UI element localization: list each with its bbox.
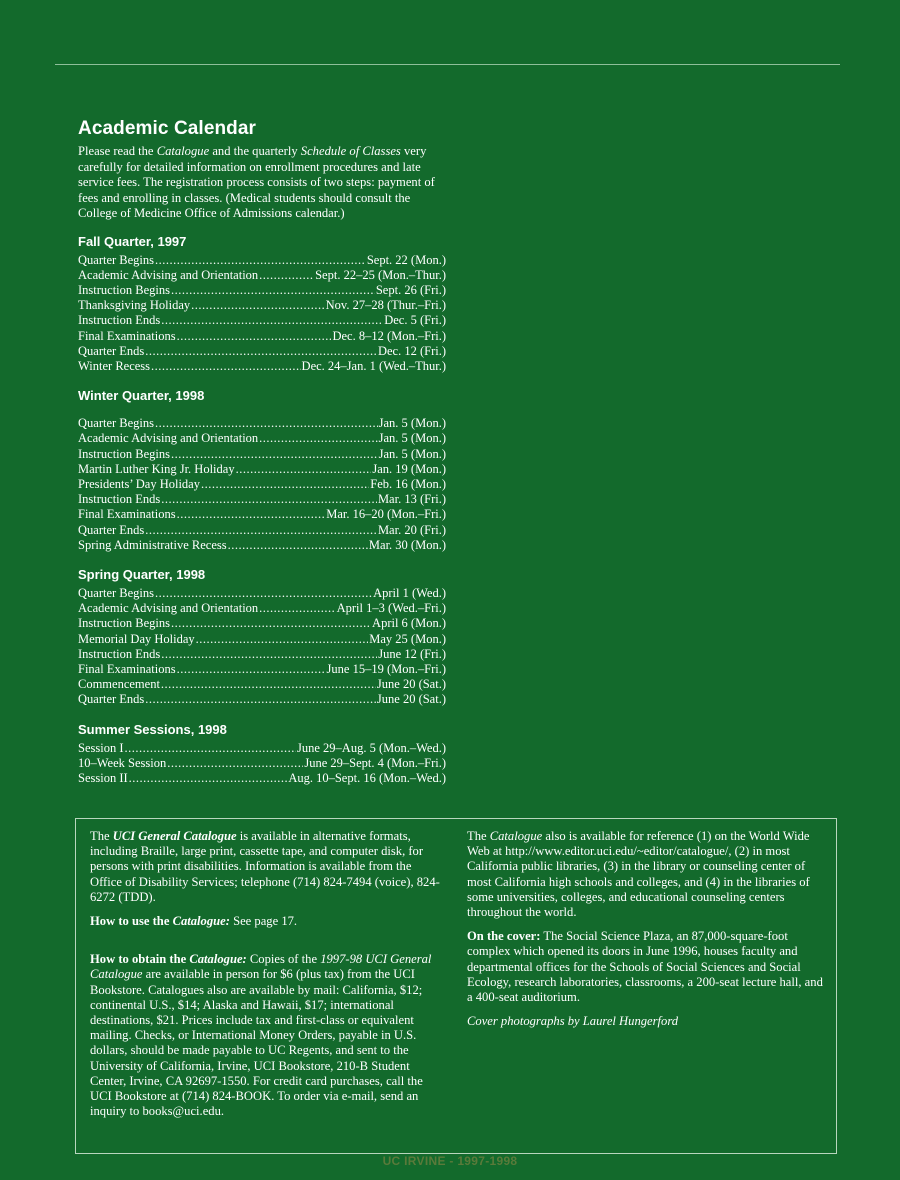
calendar-row (78, 677, 446, 692)
text-run: very carefully for detailed information on enrollment procedures and late service fees. The registration process consists of two steps: payment of fees and enrolling in classes. (Medical students should consult the College of Medicine Office of Admissions calendar.) (78, 144, 435, 220)
event-label: Memorial Day Holiday (78, 631, 195, 646)
dot-leader (167, 756, 303, 771)
dot-leader (125, 741, 297, 756)
event-date: Mar. 16–20 (Mon.–Fri.) (326, 507, 446, 522)
dot-leader (161, 492, 377, 507)
calendar-row (78, 329, 446, 344)
dot-leader (259, 431, 377, 446)
text-run: and the quarterly (209, 144, 301, 158)
calendar-row (78, 523, 446, 538)
event-date: Sept. 22 (Mon.) (366, 252, 446, 267)
event-label: Instruction Ends (78, 646, 161, 661)
info-column-left (90, 829, 445, 1128)
event-label: Academic Advising and Orientation (78, 601, 259, 616)
calendar-row (78, 662, 446, 677)
event-date: June 20 (Sat.) (376, 692, 446, 707)
event-date: Jan. 5 (Mon.) (378, 446, 446, 461)
dot-leader (177, 662, 326, 677)
info-paragraph (90, 952, 445, 1119)
event-label: Quarter Ends (78, 522, 145, 537)
page-title: Academic Calendar (78, 118, 257, 139)
dot-leader (177, 329, 332, 344)
event-date: Sept. 26 (Fri.) (375, 282, 446, 297)
text-run: See page 17. (229, 914, 298, 929)
footer-text: UC IRVINE - 1997-1998 (382, 1154, 518, 1168)
text-run: Please read the (78, 144, 157, 158)
event-date: June 12 (Fri.) (378, 646, 446, 661)
calendar-row (78, 692, 446, 707)
event-date: April 6 (Mon.) (372, 616, 446, 631)
event-label: Winter Recess (78, 358, 151, 373)
text-run: are available in person for $6 (plus tax) from the UCI Bookstore. Catalogues also are available by mail: California, $12; continental U.S., $14; Alaska and Hawaii, $17; international destinations, $21. Prices include tax and first-class or equivalent mailing. Checks, or International Money Orders, payable in U.S. dollars, should be made payable to UC Regents, and sent to the University of California, Irvine, UCI Bookstore, 210-B Student Center, Irvine, CA 92697-1550. For credit card purchases, call the UCI Bookstore at (714) 824-BOOK. To order via e-mail, send an inquiry to books@uci.edu. (90, 967, 423, 1119)
term-summer (78, 722, 446, 787)
top-rule (55, 64, 840, 65)
dot-leader (129, 771, 288, 786)
calendar-row (78, 344, 446, 359)
event-date: Aug. 10–Sept. 16 (Mon.–Wed.) (288, 770, 446, 785)
event-date: Sept. 22–25 (Mon.–Thur.) (315, 267, 446, 282)
event-label: Final Examinations (78, 661, 176, 676)
text-run: also is available for reference (1) on the World Wide Web at http://www.editor.uci.edu/~editor/catalogue/, (2) in most California public libraries, (3) in the library or counseling center of most California high schools and colleges, and (4) in the libraries of some universities, colleges, and educational counseling centers throughout the world. (467, 829, 810, 920)
info-paragraph (90, 914, 445, 929)
dot-leader (236, 462, 372, 477)
event-label: Presidents’ Day Holiday (78, 476, 200, 491)
calendar-row (78, 647, 446, 662)
dot-leader (171, 283, 375, 298)
event-label: Quarter Begins (78, 252, 155, 267)
event-label: Session I (78, 740, 124, 755)
intro-paragraph (78, 144, 446, 222)
dot-leader (228, 538, 368, 553)
calendar-row (78, 416, 446, 431)
text-run: Schedule of Classes (300, 144, 401, 158)
text-run: The Social Science Plaza, an 87,000-square-foot complex which opened its doors in June 1996, houses faculty and departmental offices for the Schools of Social Sciences and Social Ecology, research laboratories, classrooms, a 200-seat lecture hall, and a 400-seat auditorium. (467, 929, 823, 1005)
info-paragraph (467, 1014, 827, 1029)
event-label: Quarter Begins (78, 416, 155, 431)
calendar-row (78, 756, 446, 771)
event-label: Instruction Ends (78, 313, 161, 328)
event-label: Academic Advising and Orientation (78, 267, 259, 282)
text-run: On the cover: (467, 929, 541, 944)
event-date: Jan. 19 (Mon.) (372, 461, 446, 476)
dot-leader (171, 447, 378, 462)
calendar-row (78, 507, 446, 522)
text-run: Catalogue (489, 829, 543, 843)
event-date: Jan. 5 (Mon.) (378, 416, 446, 431)
spacer (90, 938, 445, 952)
dot-leader (155, 416, 378, 431)
text-run: How to obtain the (90, 952, 190, 967)
text-run: Cover photographs by Laurel Hungerford (467, 1014, 679, 1029)
dot-leader (155, 586, 372, 601)
dot-leader (145, 692, 376, 707)
dot-leader (259, 601, 335, 616)
event-label: Quarter Ends (78, 692, 145, 707)
event-date: Nov. 27–28 (Thur.–Fri.) (325, 298, 446, 313)
term-title: Summer Sessions, 1998 (78, 721, 227, 737)
event-label: Academic Advising and Orientation (78, 431, 259, 446)
text-run: The (467, 829, 490, 843)
event-date: Dec. 8–12 (Mon.–Fri.) (332, 328, 446, 343)
event-date: April 1–3 (Wed.–Fri.) (336, 601, 446, 616)
event-label: Spring Administrative Recess (78, 537, 227, 552)
text-run: Catalogue: (172, 914, 230, 929)
calendar-row (78, 771, 446, 786)
event-date: Mar. 30 (Mon.) (368, 537, 446, 552)
event-date: June 20 (Sat.) (376, 677, 446, 692)
text-run: How to use the (90, 914, 173, 929)
event-label: Instruction Begins (78, 446, 171, 461)
info-column-right (467, 829, 827, 1038)
event-label: Final Examinations (78, 328, 176, 343)
text-run: UCI General Catalogue (112, 829, 237, 843)
event-label: Instruction Ends (78, 492, 161, 507)
dot-leader (145, 344, 377, 359)
event-date: Feb. 16 (Mon.) (370, 476, 446, 491)
calendar-row (78, 492, 446, 507)
info-paragraph (90, 829, 445, 905)
term-winter (78, 388, 446, 553)
event-label: Session II (78, 770, 128, 785)
event-date: Dec. 5 (Fri.) (384, 313, 446, 328)
term-title: Winter Quarter, 1998 (78, 388, 205, 404)
event-label: 10–Week Session (78, 755, 167, 770)
calendar-row (78, 253, 446, 268)
event-date: June 15–19 (Mon.–Fri.) (326, 661, 446, 676)
info-paragraph (467, 929, 827, 1005)
event-label: Thanksgiving Holiday (78, 298, 191, 313)
dot-leader (161, 647, 377, 662)
info-paragraph (467, 829, 827, 920)
term-list (78, 234, 446, 787)
text-run: is available in alternative formats, including Braille, large print, cassette tape, and computer disk, for persons with print disabilities. Information is available from the Office of Disability Services; telephone (714) 824-7494 (voice), 824-6272 (TDD). (90, 829, 440, 904)
event-date: Mar. 13 (Fri.) (377, 492, 446, 507)
dot-leader (161, 677, 376, 692)
event-date: June 29–Sept. 4 (Mon.–Fri.) (304, 755, 446, 770)
event-date: Dec. 12 (Fri.) (377, 343, 446, 358)
calendar-row (78, 538, 446, 553)
text-run: Copies of the (246, 952, 321, 967)
text-run: Catalogue (156, 144, 210, 158)
event-date: Dec. 24–Jan. 1 (Wed.–Thur.) (301, 358, 446, 373)
calendar-row (78, 447, 446, 462)
event-date: May 25 (Mon.) (369, 631, 446, 646)
calendar-row (78, 313, 446, 328)
dot-leader (171, 616, 371, 631)
text-run: 1997-98 UCI General Catalogue (90, 952, 432, 982)
term-fall (78, 234, 446, 375)
event-label: Martin Luther King Jr. Holiday (78, 461, 235, 476)
calendar-row (78, 477, 446, 492)
calendar-row (78, 462, 446, 477)
dot-leader (177, 507, 326, 522)
academic-calendar (78, 118, 446, 800)
dot-leader (196, 632, 369, 647)
event-label: Final Examinations (78, 507, 176, 522)
event-date: April 1 (Wed.) (373, 585, 446, 600)
event-date: Mar. 20 (Fri.) (377, 522, 446, 537)
dot-leader (161, 313, 383, 328)
event-label: Commencement (78, 677, 160, 692)
event-label: Quarter Begins (78, 585, 155, 600)
term-title: Fall Quarter, 1997 (78, 233, 187, 249)
event-date: Jan. 5 (Mon.) (378, 431, 446, 446)
calendar-row (78, 268, 446, 283)
event-label: Instruction Begins (78, 282, 171, 297)
event-label: Instruction Begins (78, 616, 171, 631)
calendar-row (78, 586, 446, 601)
dot-leader (191, 298, 324, 313)
calendar-row (78, 616, 446, 631)
calendar-row (78, 601, 446, 616)
dot-leader (259, 268, 314, 283)
text-run: Catalogue: (189, 952, 247, 967)
event-date: June 29–Aug. 5 (Mon.–Wed.) (297, 740, 446, 755)
calendar-row (78, 283, 446, 298)
dot-leader (155, 253, 366, 268)
text-run: The (90, 829, 113, 843)
dot-leader (151, 359, 301, 374)
calendar-row (78, 298, 446, 313)
calendar-row (78, 359, 446, 374)
dot-leader (145, 523, 377, 538)
calendar-row (78, 632, 446, 647)
info-box (75, 818, 837, 1154)
event-label: Quarter Ends (78, 343, 145, 358)
dot-leader (201, 477, 369, 492)
calendar-row (78, 431, 446, 446)
term-title: Spring Quarter, 1998 (78, 566, 206, 582)
term-spring (78, 567, 446, 708)
calendar-row (78, 741, 446, 756)
